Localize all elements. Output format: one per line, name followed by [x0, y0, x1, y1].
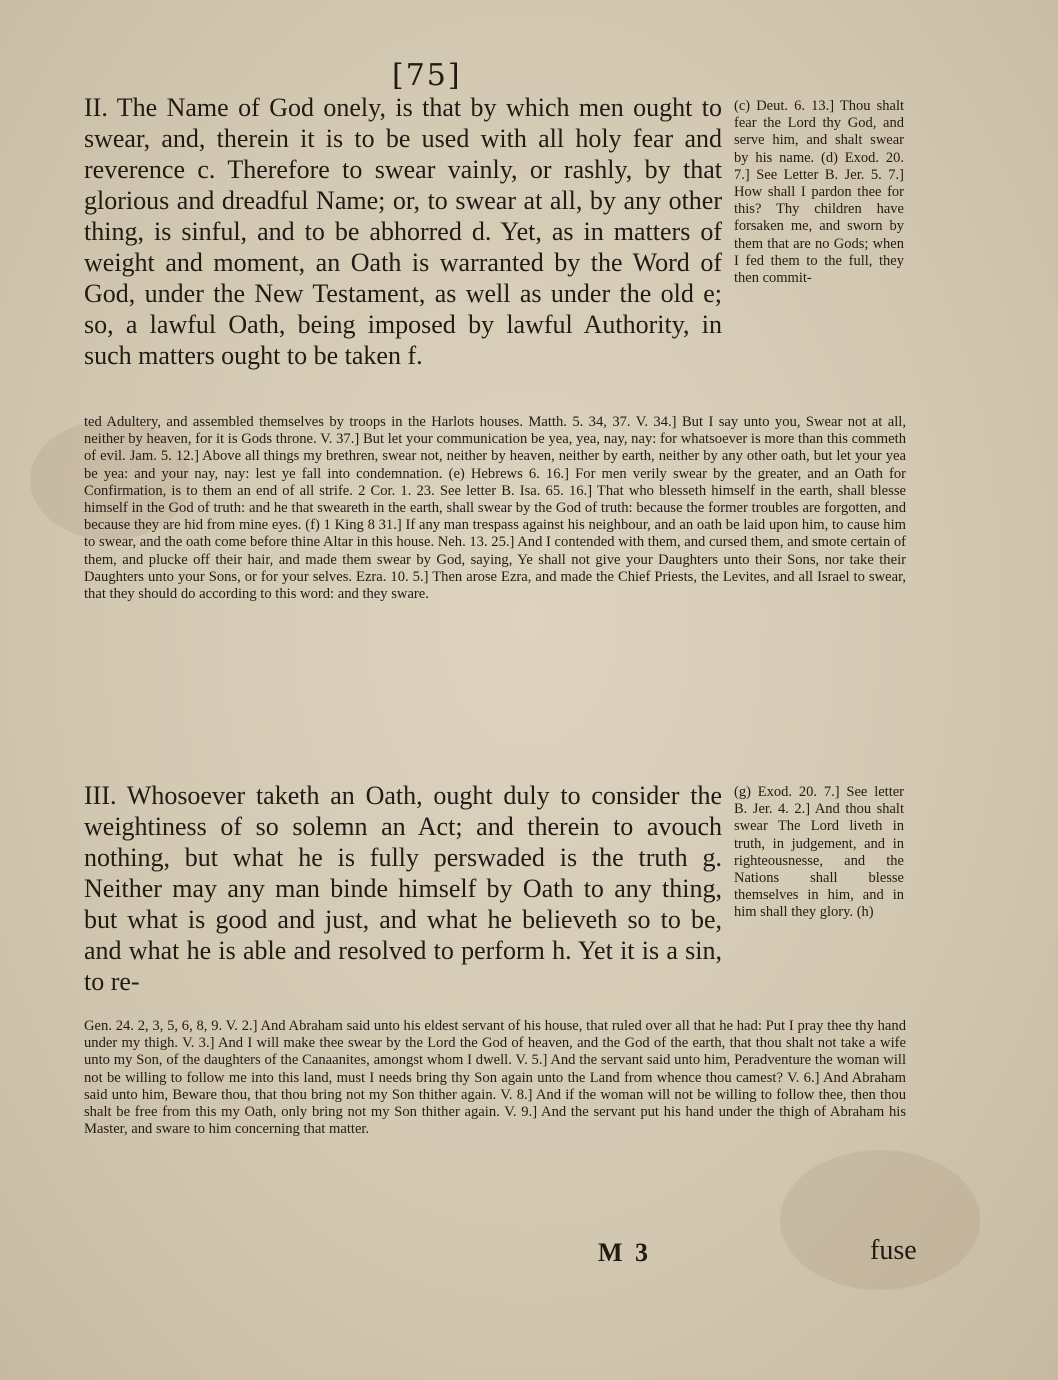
section-3-main-text: III. Whosoever taketh an Oath, ought duly to consider the weightiness of so solemn an Act; and therein to avouch nothing, but what he is fully perswaded is the truth g. Neither may any man binde himself by Oath to any thing, but what is good and just, and what he believeth so to be, and what he is able and resolved to perform h. Yet it is a sin, to re-: [84, 781, 722, 996]
page-stain: [780, 1150, 980, 1290]
section-2-footnotes: ted Adultery, and assembled themselves by troops in the Harlots houses. Matth. 5. 34, 37. V. 34.] But I say unto you, Swear not at all, neither by heaven, for it is Gods throne. V. 37.] But let your communication be yea, yea, nay, nay: for whatsoever is more than this commeth of evil. Jam. 5. 12.] Above all things my brethren, swear not, neither by heaven, neither by earth, neither by any other oath, but let your yea be yea: and your nay, nay: lest ye fall into condemnation. (e) Hebrews 6. 16.] For men verily swear by the greater, and an Oath for Confirmation, is to them an end of all strife. 2 Cor. 1. 23. See letter B. Isa. 65. 16.] That who blesseth himself in the earth, shall blesse himself in the God of truth: and he that sweareth in the earth, shall swear by the God of truth: because the former troubles are forgotten, and because they are hid from mine eyes. (f) 1 King 8 31.] If any man trespass against his neighbour, and an oath be laid upon him, to cause him to swear, and the oath come before thine Altar in this house. Neh. 13. 25.] And I contended with them, and cursed them, and smote certain of them, and plucke off their hair, and made them swear by God, saying, Ye shall not give your Daughters unto their Sons, nor take their Daughters unto your Sons, or for your selves. Ezra. 10. 5.] Then arose Ezra, and made the Chief Priests, the Levites, and all Israel to swear, that they should do according to this word: and they sware.: [84, 414, 906, 603]
section-2-main-text: II. The Name of God onely, is that by which men ought to swear, and, therein it is to be used with all holy fear and reverence c. Therefore to swear vainly, or rashly, by that glorious and dreadful Name; or, to swear at all, by any other thing, is sinful, and to be abhorred d. Yet, as in matters of weight and moment, an Oath is warranted by the Word of God, under the New Testament, as well as under the old e; so, a lawful Oath, being imposed by lawful Authority, in such matters ought to be taken f.: [84, 93, 722, 370]
section-3-footnotes: Gen. 24. 2, 3, 5, 6, 8, 9. V. 2.] And Abraham said unto his eldest servant of his house, that ruled over all that he had: Put I pray thee thy hand under my thigh. V. 3.] And I will make thee swear by the Lord the God of heaven, and the God of the earth, that thou shalt not take a wife unto my Son, of the daughters of the Canaanites, amongst whom I dwell. V. 5.] And the servant said unto him, Peradventure the woman will not be willing to follow me into this land, must I needs bring thy Son again unto the Land from whence thou camest? V. 6.] And Abraham said unto him, Beware thou, that thou bring not my Son thither again. V. 8.] And if the woman will not be willing to follow thee, then thou shalt be free from this my Oath, only bring not my Son thither again. V. 9.] And the servant put his hand under the thigh of Abraham his Master, and sware to him concerning that matter.: [84, 1018, 906, 1138]
page-number: [75]: [392, 58, 462, 93]
section-2-margin-note: (c) Deut. 6. 13.] Thou shalt fear the Lord thy God, and serve him, and shalt swear by his name. (d) Exod. 20. 7.] See Letter B. Jer. 5. 7.] How shall I pardon thee for this? Thy children have forsaken me, and sworn by them that are no Gods; when I fed them to the full, they then commit-: [734, 98, 904, 287]
catchword: fuse: [870, 1235, 917, 1266]
section-3-margin-note: (g) Exod. 20. 7.] See letter B. Jer. 4. 2.] And thou shalt swear The Lord liveth in truth, in judgement, and in righteousnesse, and the Nations shall blesse themselves in him, and in him shall they glory. (h): [734, 784, 904, 921]
signature-mark: M 3: [598, 1238, 652, 1267]
